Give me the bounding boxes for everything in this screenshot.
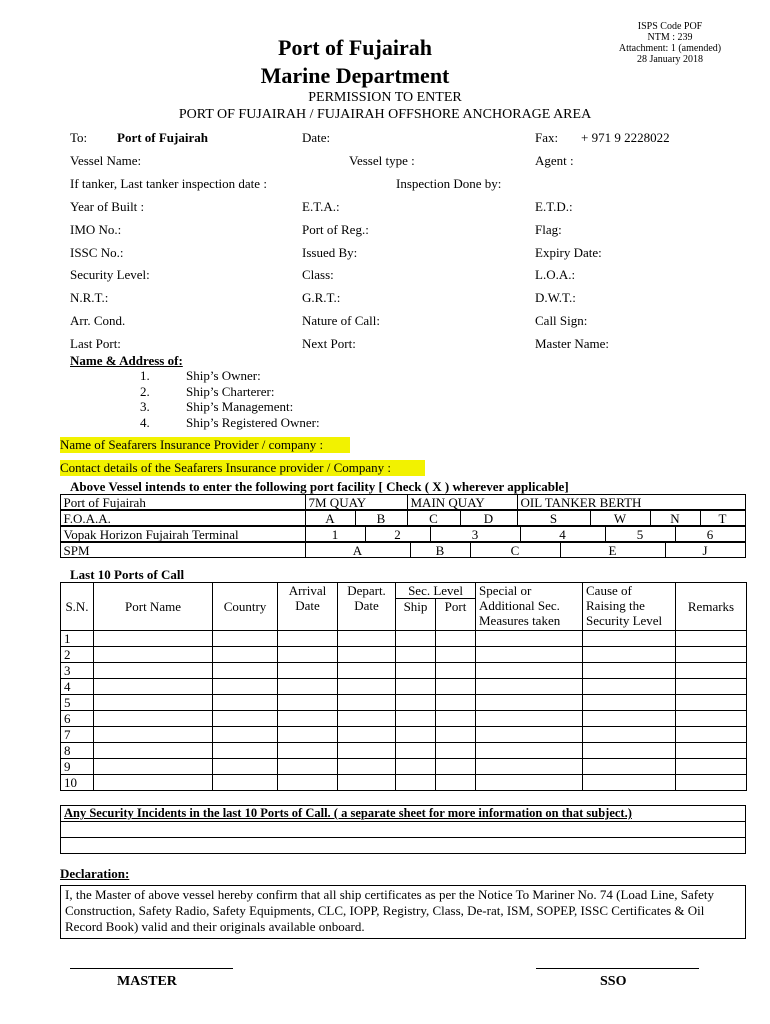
port-cell[interactable] bbox=[396, 727, 436, 743]
port-cell[interactable] bbox=[338, 663, 396, 679]
row-number: 7 bbox=[61, 727, 94, 743]
port-cell[interactable] bbox=[476, 775, 583, 791]
facility-row-label: Vopak Horizon Fujairah Terminal bbox=[60, 526, 306, 542]
form-field[interactable]: Expiry Date: bbox=[535, 244, 602, 260]
port-cell[interactable] bbox=[338, 695, 396, 711]
header-arrival: Arrival Date bbox=[278, 583, 338, 631]
header-remarks: Remarks bbox=[676, 583, 747, 631]
header-sec-level: Sec. Level bbox=[396, 583, 476, 599]
fax-label: Fax: bbox=[535, 130, 559, 145]
port-cell[interactable] bbox=[583, 647, 676, 663]
port-cell[interactable] bbox=[583, 711, 676, 727]
port-cell[interactable] bbox=[436, 775, 476, 791]
port-cell[interactable] bbox=[338, 759, 396, 775]
port-cell[interactable] bbox=[676, 711, 747, 727]
port-cell[interactable] bbox=[278, 775, 338, 791]
port-cell[interactable] bbox=[278, 679, 338, 695]
port-cell[interactable] bbox=[278, 695, 338, 711]
insurance-contact-field[interactable]: Contact details of the Seafarers Insurance provider / Company : bbox=[60, 460, 425, 476]
port-cell[interactable] bbox=[583, 743, 676, 759]
to-value: Port of Fujairah bbox=[117, 130, 208, 145]
port-cell[interactable] bbox=[278, 647, 338, 663]
header-port: Port bbox=[436, 599, 476, 631]
port-cell[interactable] bbox=[476, 759, 583, 775]
facility-option[interactable]: A bbox=[305, 542, 411, 558]
facility-option[interactable]: D bbox=[460, 510, 518, 526]
port-row bbox=[61, 695, 747, 711]
owner-item-number: 3. bbox=[140, 399, 150, 415]
port-cell[interactable] bbox=[583, 631, 676, 647]
port-cell[interactable] bbox=[476, 743, 583, 759]
port-cell[interactable] bbox=[396, 759, 436, 775]
facility-option[interactable]: 5 bbox=[605, 526, 676, 542]
incidents-title: Any Security Incidents in the last 10 Ports of Call. ( a separate sheet for more information on that subject.) bbox=[61, 806, 746, 822]
port-cell[interactable] bbox=[213, 631, 278, 647]
form-field[interactable]: Issued By: bbox=[302, 244, 358, 260]
declaration-title: Declaration: bbox=[60, 866, 130, 881]
facility-option[interactable]: 6 bbox=[675, 526, 746, 542]
port-cell[interactable] bbox=[476, 663, 583, 679]
port-cell[interactable] bbox=[94, 663, 213, 679]
form-field[interactable]: G.R.T.: bbox=[302, 290, 341, 306]
owner-item-number: 4. bbox=[140, 415, 150, 431]
port-row bbox=[61, 775, 747, 791]
port-cell[interactable] bbox=[436, 647, 476, 663]
incidents-entry[interactable] bbox=[61, 838, 746, 854]
port-cell[interactable] bbox=[94, 727, 213, 743]
header-special: Special or Additional Sec. Measures taken bbox=[476, 583, 583, 631]
port-cell[interactable] bbox=[338, 775, 396, 791]
form-field[interactable]: Next Port: bbox=[302, 335, 356, 351]
port-cell[interactable] bbox=[476, 711, 583, 727]
facility-option: 7M QUAY bbox=[305, 494, 408, 510]
port-cell[interactable] bbox=[676, 631, 747, 647]
form-field[interactable]: Nature of Call: bbox=[302, 313, 380, 328]
port-row bbox=[61, 663, 747, 679]
port-cell[interactable] bbox=[676, 743, 747, 759]
port-row bbox=[61, 711, 747, 727]
row-number: 8 bbox=[61, 743, 94, 759]
port-cell[interactable] bbox=[94, 679, 213, 695]
owner-item-number: 2. bbox=[140, 383, 150, 399]
port-cell[interactable] bbox=[583, 695, 676, 711]
facility-option[interactable]: C bbox=[407, 510, 461, 526]
title-department: Marine Department bbox=[260, 63, 450, 88]
port-cell[interactable] bbox=[94, 695, 213, 711]
port-cell[interactable] bbox=[338, 727, 396, 743]
owner-item-label[interactable]: Ship’s Owner: bbox=[186, 368, 261, 383]
port-cell[interactable] bbox=[213, 727, 278, 743]
port-cell[interactable] bbox=[94, 775, 213, 791]
ref-line: NTM : 239 bbox=[647, 32, 693, 43]
form-field[interactable]: ISSC No.: bbox=[70, 244, 124, 260]
facility-option[interactable]: J bbox=[665, 542, 746, 558]
port-row bbox=[61, 743, 747, 759]
port-cell[interactable] bbox=[476, 695, 583, 711]
incidents-entry[interactable] bbox=[61, 822, 746, 838]
facility-title: Above Vessel intends to enter the following port facility [ Check ( X ) wherever applicable] bbox=[70, 479, 569, 494]
title-port: Port of Fujairah bbox=[278, 35, 432, 60]
form-field[interactable]: E.T.D.: bbox=[535, 199, 573, 214]
owner-item-number: 1. bbox=[140, 368, 150, 383]
port-cell[interactable] bbox=[396, 663, 436, 679]
ports-table bbox=[60, 582, 747, 791]
port-cell[interactable] bbox=[94, 631, 213, 647]
declaration-text: I, the Master of above vessel hereby confirm that all ship certificates as per the Notice To Mariner No. 74 (Load Line, Safety Construction, Safety Radio, Safety Equipments, CLC, IOPP, Registry, Class, De-rat, ISM, SOPEP, ISSC Certificates & Oil Record Book) valid and their originals available onboard. bbox=[60, 885, 746, 939]
reference-block bbox=[600, 21, 740, 65]
agent-field[interactable]: Agent : bbox=[535, 153, 574, 168]
port-row bbox=[61, 631, 747, 647]
port-cell[interactable] bbox=[436, 631, 476, 647]
incidents-table bbox=[60, 805, 746, 854]
insurance-provider-field[interactable]: Name of Seafarers Insurance Provider / company : bbox=[60, 437, 350, 453]
port-cell[interactable] bbox=[94, 711, 213, 727]
form-field[interactable]: IMO No.: bbox=[70, 221, 122, 237]
port-cell[interactable] bbox=[583, 727, 676, 743]
port-cell[interactable] bbox=[436, 711, 476, 727]
facility-option: OIL TANKER BERTH bbox=[517, 494, 746, 510]
header-port-name: Port Name bbox=[94, 583, 213, 631]
row-number: 9 bbox=[61, 759, 94, 775]
port-cell[interactable] bbox=[436, 695, 476, 711]
port-cell[interactable] bbox=[583, 775, 676, 791]
facility-option: MAIN QUAY bbox=[407, 494, 518, 510]
port-cell[interactable] bbox=[396, 743, 436, 759]
port-cell[interactable] bbox=[676, 695, 747, 711]
port-cell[interactable] bbox=[278, 663, 338, 679]
to-label: To: bbox=[70, 130, 88, 145]
facility-option[interactable]: C bbox=[470, 542, 561, 558]
row-number: 5 bbox=[61, 695, 94, 711]
fax-value: + 971 9 2228022 bbox=[581, 130, 670, 145]
port-cell[interactable] bbox=[338, 647, 396, 663]
port-cell[interactable] bbox=[213, 663, 278, 679]
vessel-name-field[interactable]: Vessel Name: bbox=[70, 153, 142, 168]
port-cell[interactable] bbox=[213, 759, 278, 775]
form-field[interactable]: Master Name: bbox=[535, 335, 610, 351]
form-field[interactable]: Security Level: bbox=[70, 267, 150, 283]
port-cell[interactable] bbox=[583, 679, 676, 695]
facility-option[interactable]: B bbox=[410, 542, 471, 558]
master-signature-line[interactable] bbox=[70, 968, 233, 969]
port-cell[interactable] bbox=[396, 631, 436, 647]
owners-title: Name & Address of: bbox=[70, 353, 183, 368]
tanker-inspection-field[interactable]: If tanker, Last tanker inspection date : bbox=[70, 176, 267, 191]
port-cell[interactable] bbox=[278, 743, 338, 759]
form-field[interactable]: Port of Reg.: bbox=[302, 221, 369, 237]
row-number: 2 bbox=[61, 647, 94, 663]
port-cell[interactable] bbox=[213, 695, 278, 711]
facility-option[interactable]: W bbox=[590, 510, 651, 526]
facility-option[interactable]: E bbox=[560, 542, 666, 558]
form-field[interactable]: E.T.A.: bbox=[302, 199, 340, 214]
port-cell[interactable] bbox=[583, 663, 676, 679]
port-cell[interactable] bbox=[94, 647, 213, 663]
header-country: Country bbox=[213, 583, 278, 631]
port-row bbox=[61, 679, 747, 695]
sso-label: SSO bbox=[600, 974, 627, 989]
header-ship: Ship bbox=[396, 599, 436, 631]
port-cell[interactable] bbox=[676, 679, 747, 695]
owner-item-label[interactable]: Ship’s Charterer: bbox=[186, 383, 275, 399]
form-title bbox=[235, 34, 475, 90]
port-cell[interactable] bbox=[396, 647, 436, 663]
form-field[interactable]: D.W.T.: bbox=[535, 290, 576, 306]
header-depart: Depart. Date bbox=[338, 583, 396, 631]
port-cell[interactable] bbox=[676, 647, 747, 663]
port-cell[interactable] bbox=[583, 759, 676, 775]
port-cell[interactable] bbox=[676, 775, 747, 791]
port-cell[interactable] bbox=[436, 663, 476, 679]
ref-line: 28 January 2018 bbox=[636, 54, 704, 65]
port-cell[interactable] bbox=[476, 631, 583, 647]
port-cell[interactable] bbox=[396, 679, 436, 695]
facility-option[interactable]: T bbox=[700, 510, 746, 526]
form-field[interactable]: Class: bbox=[302, 267, 334, 283]
sso-signature-line[interactable] bbox=[536, 968, 699, 969]
port-cell[interactable] bbox=[278, 711, 338, 727]
port-cell[interactable] bbox=[338, 679, 396, 695]
port-cell[interactable] bbox=[338, 711, 396, 727]
port-cell[interactable] bbox=[338, 631, 396, 647]
facility-option[interactable]: N bbox=[650, 510, 701, 526]
form-field[interactable]: Call Sign: bbox=[535, 313, 588, 328]
port-cell[interactable] bbox=[436, 759, 476, 775]
port-row bbox=[61, 647, 747, 663]
facility-row-label: F.O.A.A. bbox=[60, 510, 306, 526]
owner-item-label[interactable]: Ship’s Registered Owner: bbox=[186, 415, 320, 431]
port-cell[interactable] bbox=[436, 743, 476, 759]
port-cell[interactable] bbox=[278, 631, 338, 647]
facility-row-label: SPM bbox=[60, 542, 306, 558]
port-cell[interactable] bbox=[436, 727, 476, 743]
port-cell[interactable] bbox=[278, 727, 338, 743]
port-row bbox=[61, 759, 747, 775]
port-cell[interactable] bbox=[94, 759, 213, 775]
port-cell[interactable] bbox=[338, 743, 396, 759]
port-cell[interactable] bbox=[476, 647, 583, 663]
date-label[interactable]: Date: bbox=[302, 130, 331, 145]
facility-row-label: Port of Fujairah bbox=[60, 494, 306, 510]
subtitle-area: PORT OF FUJAIRAH / FUJAIRAH OFFSHORE ANCHORAGE AREA bbox=[178, 107, 592, 122]
form-field[interactable]: Flag: bbox=[535, 221, 562, 237]
port-row bbox=[61, 727, 747, 743]
header-sn: S.N. bbox=[61, 583, 94, 631]
port-cell[interactable] bbox=[278, 759, 338, 775]
port-cell[interactable] bbox=[476, 727, 583, 743]
port-cell[interactable] bbox=[94, 743, 213, 759]
row-number: 10 bbox=[61, 775, 94, 791]
row-number: 6 bbox=[61, 711, 94, 727]
port-cell[interactable] bbox=[213, 711, 278, 727]
row-number: 1 bbox=[61, 631, 94, 647]
facility-option[interactable]: 1 bbox=[305, 526, 366, 542]
port-cell[interactable] bbox=[676, 663, 747, 679]
port-cell[interactable] bbox=[436, 679, 476, 695]
row-number: 4 bbox=[61, 679, 94, 695]
header-cause: Cause of Raising the Security Level bbox=[583, 583, 676, 631]
form-field[interactable]: L.O.A.: bbox=[535, 267, 576, 283]
form-field[interactable]: N.R.T.: bbox=[70, 290, 109, 306]
port-cell[interactable] bbox=[213, 647, 278, 663]
facility-option[interactable]: B bbox=[355, 510, 408, 526]
port-cell[interactable] bbox=[396, 711, 436, 727]
ref-line: Attachment: 1 (amended) bbox=[618, 43, 722, 54]
vessel-type-field[interactable]: Vessel type : bbox=[349, 153, 415, 168]
row-number: 3 bbox=[61, 663, 94, 679]
master-label: MASTER bbox=[117, 974, 177, 989]
port-cell[interactable] bbox=[396, 775, 436, 791]
facility-option[interactable]: S bbox=[517, 510, 591, 526]
facility-option[interactable]: 4 bbox=[520, 526, 606, 542]
port-cell[interactable] bbox=[676, 727, 747, 743]
form-field[interactable]: Arr. Cond. bbox=[70, 313, 126, 328]
port-cell[interactable] bbox=[676, 759, 747, 775]
facility-option[interactable]: 2 bbox=[365, 526, 431, 542]
inspection-done-field[interactable]: Inspection Done by: bbox=[396, 176, 502, 191]
facility-option[interactable]: A bbox=[305, 510, 356, 526]
port-cell[interactable] bbox=[396, 695, 436, 711]
ref-line: ISPS Code POF bbox=[637, 21, 703, 32]
facility-option[interactable]: 3 bbox=[430, 526, 521, 542]
ports-title: Last 10 Ports of Call bbox=[70, 567, 185, 582]
form-field[interactable]: Year of Built : bbox=[70, 199, 145, 214]
port-cell[interactable] bbox=[213, 775, 278, 791]
port-cell[interactable] bbox=[213, 743, 278, 759]
subtitle: PERMISSION TO ENTER bbox=[308, 90, 462, 105]
port-cell[interactable] bbox=[476, 679, 583, 695]
form-field[interactable]: Last Port: bbox=[70, 335, 121, 351]
owner-item-label[interactable]: Ship’s Management: bbox=[186, 399, 294, 415]
port-cell[interactable] bbox=[213, 679, 278, 695]
